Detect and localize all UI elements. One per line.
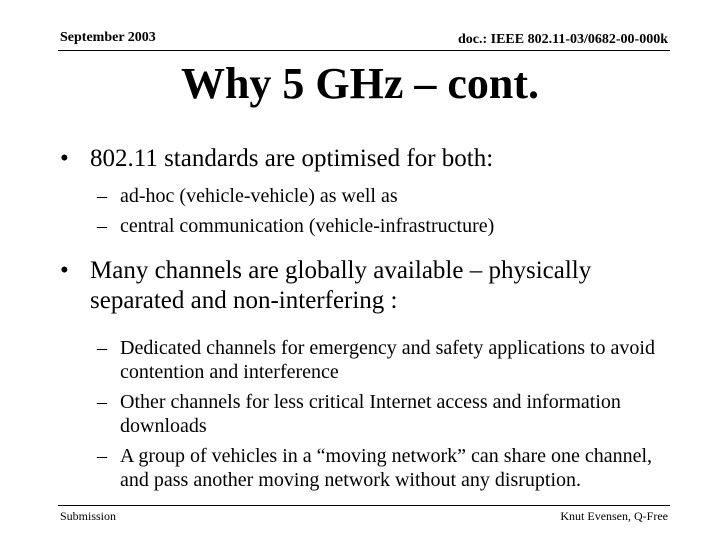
bullet-marker: •: [60, 145, 69, 172]
sub-bullet-1-2: [60, 214, 670, 238]
sub-bullet-1-1: [60, 184, 670, 208]
sub-bullet-text: central communication (vehicle-infrastructure): [120, 215, 495, 237]
bullet-text: Many channels are globally available – physically separated and non-interfering :: [90, 257, 592, 314]
sub-bullet-text: Other channels for less critical Internet access and information downloads: [120, 391, 621, 437]
bullet-text: 802.11 standards are optimised for both:: [90, 145, 494, 172]
sub-bullet-marker: –: [97, 185, 107, 207]
slide-body: [60, 140, 670, 492]
bullet-2: [60, 256, 670, 316]
bullet-1: [60, 144, 670, 174]
sub-bullet-2-1: [60, 336, 670, 384]
header-divider: [58, 50, 670, 51]
sub-bullet-marker: –: [97, 215, 107, 237]
footer-author: Knut Evensen, Q-Free: [560, 509, 668, 523]
slide-title: Why 5 GHz – cont.: [180, 59, 540, 108]
header-doc-id: doc.: IEEE 802.11-03/0682-00-000k: [457, 32, 668, 47]
sub-bullet-marker: –: [97, 391, 107, 413]
sub-bullet-text: A group of vehicles in a “moving network” can share one channel, and pass another moving network without any disruption.: [120, 445, 653, 491]
sub-bullet-text: Dedicated channels for emergency and safety applications to avoid contention and interference: [120, 337, 655, 383]
bullet-marker: •: [60, 257, 69, 284]
sub-bullet-marker: –: [97, 337, 107, 359]
footer-submission: Submission: [60, 509, 117, 523]
footer-divider: [58, 505, 670, 506]
header-date: September 2003: [60, 30, 156, 45]
sub-bullet-2-3: [60, 444, 670, 492]
sub-bullet-marker: –: [97, 445, 107, 467]
sub-bullet-2-2: [60, 390, 670, 438]
sub-bullet-text: ad-hoc (vehicle-vehicle) as well as: [120, 185, 398, 207]
